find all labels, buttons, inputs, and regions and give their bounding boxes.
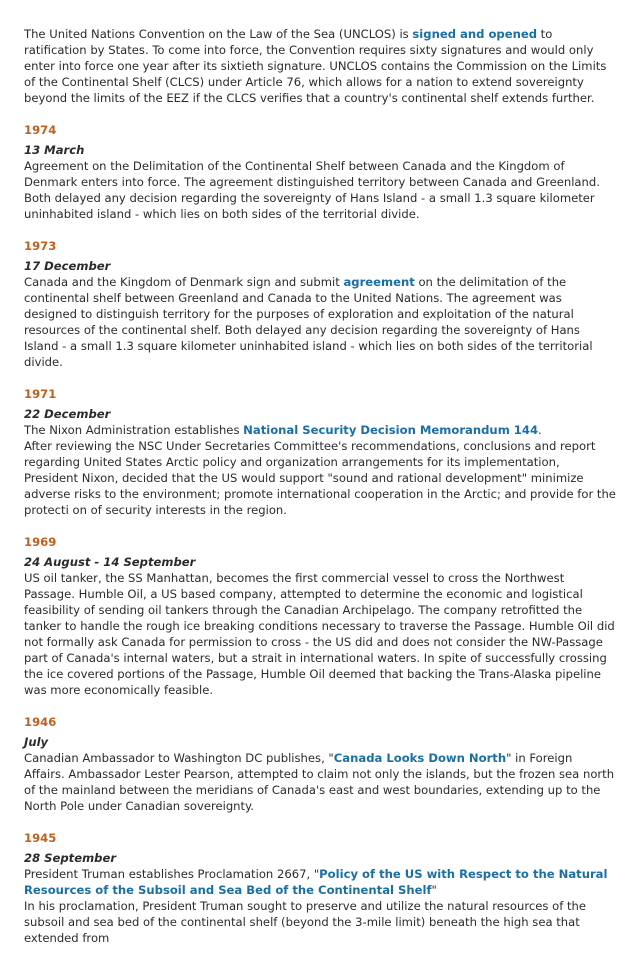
year-heading: 1969 <box>24 535 57 549</box>
year-heading: 1945 <box>24 831 57 845</box>
entry-text-continued: In his proclamation, President Truman sought to preserve and utilize the natural resources of the subsoil and sea bed of the continental shelf (beyond the 3-mile limit) beneath the high sea that extended from <box>24 899 586 945</box>
intro-text-end: to ratification by States. To come into force, the Convention requires sixty signatures and would only enter into force one year after its sixtieth signature. UNCLOS contains the Commission on the Limits of the Continental Shelf (CLCS) under Article 76, which allows for a nation to extend sovereignty beyond the limits of the EEZ if the CLCS verifies that a country's continental shelf extends further. <box>24 27 607 105</box>
year-heading: 1974 <box>24 123 57 137</box>
entry-text-end: on the delimitation of the continental shelf between Greenland and Canada to the United Nations. The agreement was designed to distinguish territory for the purposes of exploration and exploitation of the natural resources of the continental shelf. Both delayed any decision regarding the sovereignty of Hans Island - a small 1.3 square kilometer uninhabited island - which lies on both sides of the territorial divide. <box>24 275 593 369</box>
entry-date: 13 March <box>24 143 85 157</box>
entry-text-start: President Truman establishes Proclamation 2667, " <box>24 867 320 881</box>
entry-text-start: Canadian Ambassador to Washington DC publishes, " <box>24 751 334 765</box>
canada-looks-down-north-link[interactable]: Canada Looks Down North <box>333 751 507 765</box>
entry-text-start: Canada and the Kingdom of Denmark sign and submit <box>24 275 344 289</box>
entry-text-continued: After reviewing the NSC Under Secretaries Committee's recommendations, conclusions and report regarding United States Arctic policy and organization arrangements for its implementation, President Nixon, decided that the US would support "sound and rational development" minimize adverse risks to the environment; promote international cooperation in the Arctic; and provide for the protecti on of security interests in the region. <box>24 439 616 517</box>
entry-text-start: The Nixon Administration establishes <box>24 423 244 437</box>
intro-text-start: The United Nations Convention on the Law of the Sea (UNCLOS) is <box>24 27 413 41</box>
timeline-entry-1973 <box>24 238 616 370</box>
truman-proclamation-link[interactable]: Policy of the US with Respect to the Natural Resources of the Subsoil and Sea Bed of the Continental Shelf <box>24 867 608 897</box>
entry-text-end: . <box>538 423 542 437</box>
year-heading: 1946 <box>24 715 57 729</box>
timeline-entry-1969 <box>24 534 616 698</box>
entry-text-end: " <box>431 883 437 897</box>
timeline-entry-1946 <box>24 714 616 814</box>
entry-date: 17 December <box>24 259 111 273</box>
entry-text-end: " in Foreign Affairs. Ambassador Lester Pearson, attempted to claim not only the islands, but the frozen sea north of the mainland between the meridians of Canada's east and west boundaries, extending up to the North Pole under Canadian sovereignty. <box>24 751 615 813</box>
entry-date: 24 August - 14 September <box>24 555 196 569</box>
entry-date: 22 December <box>24 407 111 421</box>
year-heading: 1971 <box>24 387 57 401</box>
timeline-entry-1974 <box>24 122 616 222</box>
agreement-link[interactable]: agreement <box>343 275 415 289</box>
entry-text <box>24 274 616 370</box>
timeline-entry-1971 <box>24 386 616 518</box>
entry-date: 28 September <box>24 851 117 865</box>
entry-date: July <box>24 735 49 749</box>
document-page <box>24 26 616 962</box>
timeline-entry-1945 <box>24 830 616 946</box>
nsdm-144-link[interactable]: National Security Decision Memorandum 144 <box>243 423 539 437</box>
signed-and-opened-link[interactable]: signed and opened <box>412 27 537 41</box>
entry-text <box>24 750 616 814</box>
entry-text: US oil tanker, the SS Manhattan, becomes the first commercial vessel to cross the Northwest Passage. Humble Oil, a US based company, attempted to determine the economic and logistical feasibility of sending oil tankers through the Canadian Archipelago. The company retrofitted the tanker to handle the rough ice breaking conditions necessary to traverse the Passage. Humble Oil did not formally ask Canada for permission to cross - the US did and does not consider the NW-Passage part of Canada's internal waters, but a strait in international waters. In spite of successfully crossing the ice covered portions of the Passage, Humble Oil deemed that backing the Trans-Alaska pipeline was more economically feasible. <box>24 571 615 697</box>
entry-text <box>24 422 616 438</box>
year-heading: 1973 <box>24 239 57 253</box>
intro-paragraph <box>24 26 616 106</box>
entry-text: Agreement on the Delimitation of the Continental Shelf between Canada and the Kingdom of Denmark enters into force. The agreement distinguished territory between Canada and Greenland. Both delayed any decision regarding the sovereignty of Hans Island - a small 1.3 square kilometer uninhabited island - which lies on both sides of the territorial divide. <box>24 159 600 221</box>
entry-text <box>24 866 616 898</box>
